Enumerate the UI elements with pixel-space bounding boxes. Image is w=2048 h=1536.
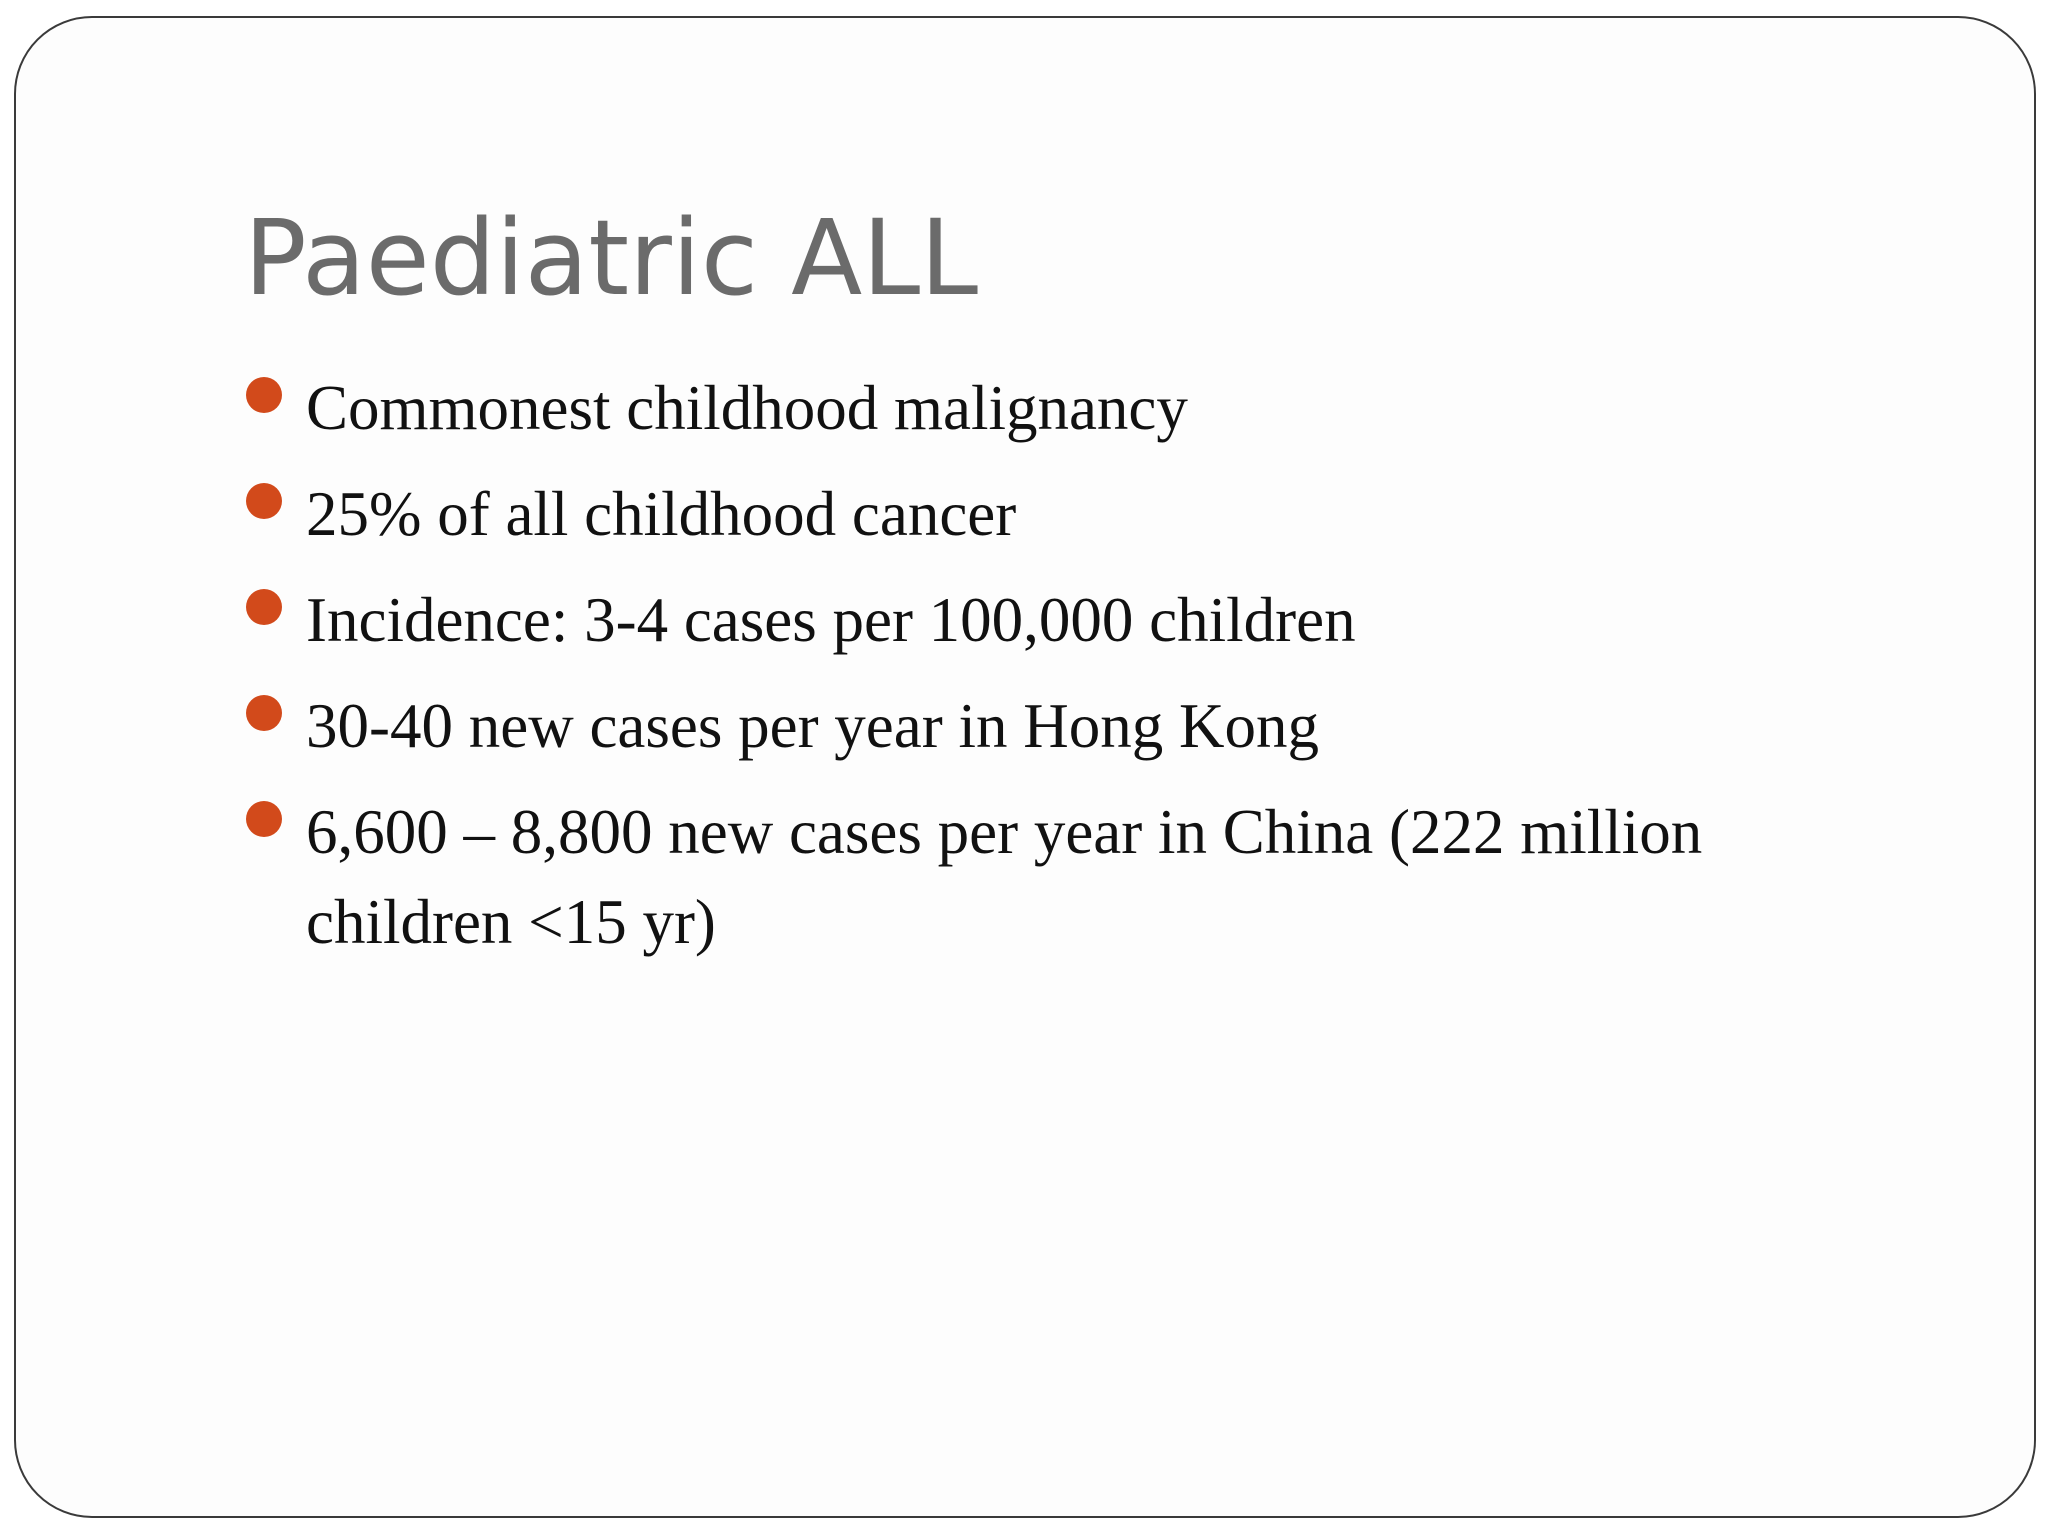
bullet-dot-icon — [246, 801, 282, 837]
bullet-text: Incidence: 3-4 cases per 100,000 children — [306, 585, 1356, 655]
bullet-text: Commonest childhood malignancy — [306, 373, 1188, 443]
bullet-text: 30-40 new cases per year in Hong Kong — [306, 691, 1319, 761]
bullet-item — [244, 787, 1844, 967]
bullet-text: 6,600 – 8,800 new cases per year in China (222 million children <15 yr) — [306, 797, 1703, 957]
bullet-item — [244, 681, 1844, 771]
slide — [14, 16, 2036, 1518]
bullet-item — [244, 575, 1844, 665]
bullet-dot-icon — [246, 589, 282, 625]
bullet-dot-icon — [246, 695, 282, 731]
slide-title: Paediatric ALL — [244, 197, 979, 319]
bullet-item — [244, 363, 1844, 453]
bullet-list — [244, 363, 1844, 983]
bullet-item — [244, 469, 1844, 559]
bullet-dot-icon — [246, 377, 282, 413]
bullet-dot-icon — [246, 483, 282, 519]
bullet-text: 25% of all childhood cancer — [306, 479, 1017, 549]
